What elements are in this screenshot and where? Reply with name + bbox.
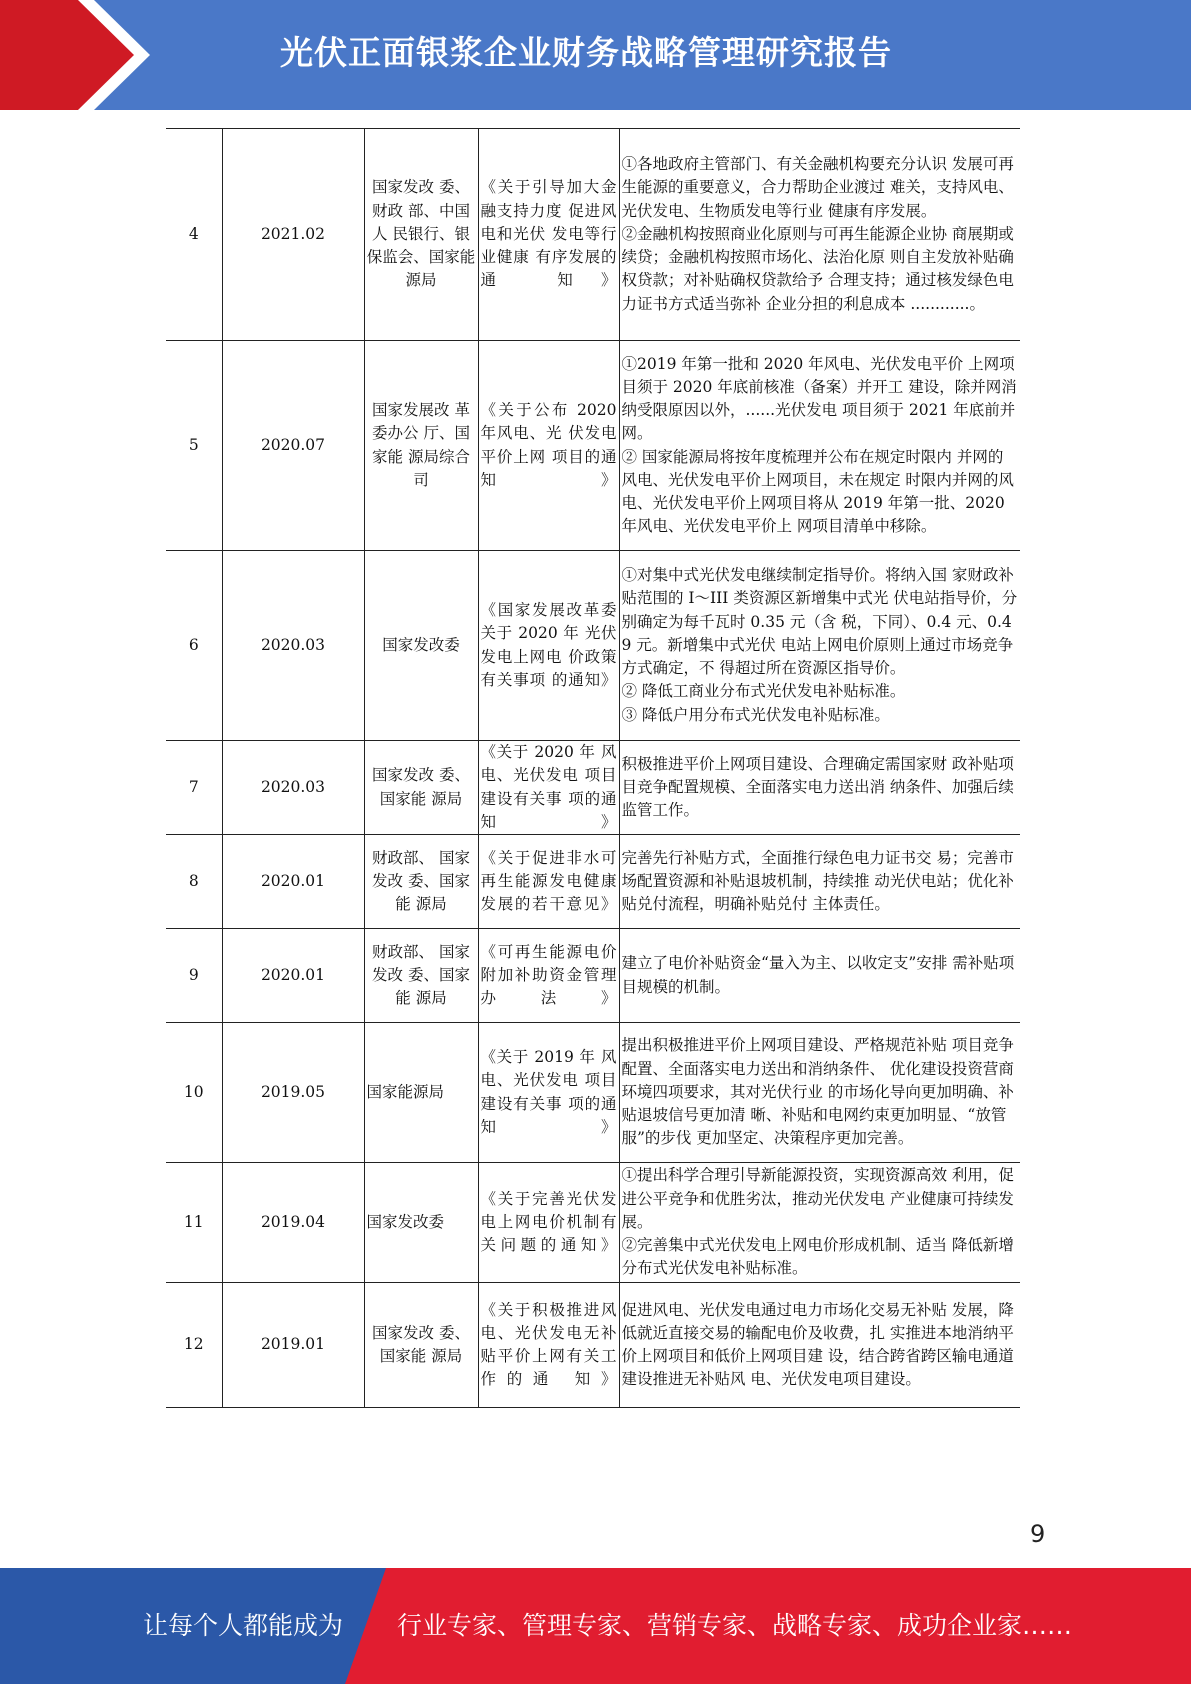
cell-department: 国家发改委 bbox=[364, 551, 478, 741]
cell-department: 国家发展改 革委办公 厅、国家能 源局综合司 bbox=[364, 341, 478, 551]
cell-document: 《关于 2020 年 风电、光伏发电 项目建设有关事 项的通知》 bbox=[478, 741, 619, 835]
cell-number: 5 bbox=[166, 341, 222, 551]
cell-date: 2019.05 bbox=[222, 1023, 364, 1163]
cell-number: 12 bbox=[166, 1283, 222, 1408]
page-footer bbox=[0, 1568, 1191, 1684]
cell-document: 《国家发展改革委关于 2020 年 光伏发电上网电 价政策有关事项 的通知》 bbox=[478, 551, 619, 741]
table-row bbox=[166, 1163, 1020, 1283]
report-title: 光伏正面银浆企业财务战略管理研究报告 bbox=[280, 33, 892, 72]
table-row bbox=[166, 1023, 1020, 1163]
cell-department: 国家发改 委、财政 部、中国人 民银行、银保监会、国家能源局 bbox=[364, 129, 478, 341]
cell-department: 国家发改委 bbox=[364, 1163, 478, 1283]
cell-date: 2020.03 bbox=[222, 551, 364, 741]
cell-content bbox=[619, 1023, 1020, 1163]
cell-date: 2020.01 bbox=[222, 835, 364, 929]
cell-number: 8 bbox=[166, 835, 222, 929]
content-paragraph: ①各地政府主管部门、有关金融机构要充分认识 发展可再生能源的重要意义，合力帮助企业渡过 难关，支持风电、光伏发电、生物质发电等行业 健康有序发展。 bbox=[621, 155, 1014, 220]
table-row bbox=[166, 129, 1020, 341]
cell-content bbox=[619, 129, 1020, 341]
content-paragraph: 促进风电、光伏发电通过电力市场化交易无补贴 发展，降低就近直接交易的输配电价及收费，扎 实推进本地消纳平价上网项目和低价上网项目建 设，结合跨省跨区输电通道建设推进无补贴风 电、光伏发电项目建设。 bbox=[621, 1300, 1014, 1389]
cell-date: 2019.04 bbox=[222, 1163, 364, 1283]
cell-document: 《关于完善光伏发电上网电价机制有关问题的通知》 bbox=[478, 1163, 619, 1283]
cell-number: 10 bbox=[166, 1023, 222, 1163]
footer-slogan-left: 让每个人都能成为 bbox=[143, 1611, 344, 1640]
cell-document: 《关于促进非水可再生能源发电健康发展的若干意见》 bbox=[478, 835, 619, 929]
content-paragraph: ③ 降低户用分布式光伏发电补贴标准。 bbox=[621, 705, 890, 724]
content-paragraph: ①2019 年第一批和 2020 年风电、光伏发电平价 上网项目须于 2020 年底前核准（备案）并开工 建设，除并网消纳受限原因以外，......光伏发电 项目须于 2021 年底前并网。 bbox=[621, 354, 1017, 443]
cell-date: 2020.03 bbox=[222, 741, 364, 835]
page-header bbox=[0, 0, 1191, 110]
cell-number: 6 bbox=[166, 551, 222, 741]
content-paragraph: ②金融机构按照商业化原则与可再生能源企业协 商展期或续贷；金融机构按照市场化、法治化原 则自主发放补贴确权贷款；对补贴确权贷款给予 合理支持；通过核发绿色电力证书方式适当弥补 企业分担的利息成本 ............。 bbox=[621, 224, 1014, 313]
cell-document: 《关于公布 2020年风电、光 伏发电平价上网 项目的通知》 bbox=[478, 341, 619, 551]
cell-content bbox=[619, 1283, 1020, 1408]
cell-content bbox=[619, 1163, 1020, 1283]
cell-number: 4 bbox=[166, 129, 222, 341]
content-paragraph: 建立了电价补贴资金“量入为主、以收定支”安排 需补贴项目规模的机制。 bbox=[621, 954, 1015, 996]
cell-content bbox=[619, 835, 1020, 929]
table-row bbox=[166, 835, 1020, 929]
cell-content bbox=[619, 341, 1020, 551]
cell-department: 财政部、 国家发改 委、国家能 源局 bbox=[364, 929, 478, 1023]
page-number: 9 bbox=[1030, 1520, 1046, 1548]
header-red-arrow bbox=[0, 0, 150, 110]
table-row bbox=[166, 741, 1020, 835]
content-paragraph: ②完善集中式光伏发电上网电价形成机制、适当 降低新增分布式光伏发电补贴标准。 bbox=[621, 1236, 1014, 1278]
cell-department: 国家能源局 bbox=[364, 1023, 478, 1163]
table-row bbox=[166, 929, 1020, 1023]
cell-department: 财政部、 国家发改 委、国家能 源局 bbox=[364, 835, 478, 929]
content-paragraph: 提出积极推进平价上网项目建设、严格规范补贴 项目竞争配置、全面落实电力送出和消纳条件、 优化建设投资营商环境四项要求，其对光伏行业 的市场化导向更加明确、补贴退坡信号更加清 晰、补贴和电网约束更加明显、“放管服”的步伐 更加坚定、决策程序更加完善。 bbox=[621, 1036, 1014, 1148]
cell-date: 2019.01 bbox=[222, 1283, 364, 1408]
cell-document: 《关于引导加大金融支持力度 促进风电和光伏 发电等行业健康 有序发展的通 知》 bbox=[478, 129, 619, 341]
cell-content bbox=[619, 551, 1020, 741]
content-paragraph: ② 国家能源局将按年度梳理并公布在规定时限内 并网的风电、光伏发电平价上网项目，未在规定 时限内并网的风电、光伏发电平价上网项目将从 2019 年第一批、2020 年风电、光伏发电平价上 网项目清单中移除。 bbox=[621, 447, 1014, 536]
table-row bbox=[166, 1283, 1020, 1408]
cell-document: 《可再生能源电价附加补助资金管理办法》 bbox=[478, 929, 619, 1023]
cell-content bbox=[619, 929, 1020, 1023]
cell-number: 9 bbox=[166, 929, 222, 1023]
content-paragraph: ①提出科学合理引导新能源投资，实现资源高效 利用，促进公平竞争和优胜劣汰，推动光伏发电 产业健康可持续发展。 bbox=[621, 1166, 1014, 1231]
cell-date: 2020.07 bbox=[222, 341, 364, 551]
content-paragraph: 积极推进平价上网项目建设、合理确定需国家财 政补贴项目竞争配置规模、全面落实电力送出消 纳条件、加强后续监管工作。 bbox=[621, 754, 1014, 820]
cell-number: 7 bbox=[166, 741, 222, 835]
cell-department: 国家发改 委、国家能 源局 bbox=[364, 1283, 478, 1408]
cell-date: 2021.02 bbox=[222, 129, 364, 341]
content-paragraph: 完善先行补贴方式，全面推行绿色电力证书交 易；完善市场配置资源和补贴退坡机制，持续推 动光伏电站；优化补贴兑付流程，明确补贴兑付 主体责任。 bbox=[621, 848, 1014, 914]
cell-date: 2020.01 bbox=[222, 929, 364, 1023]
cell-document: 《关于 2019 年 风电、光伏发电 项目建设有关事 项的通知》 bbox=[478, 1023, 619, 1163]
cell-department: 国家发改 委、国家能 源局 bbox=[364, 741, 478, 835]
table-row bbox=[166, 551, 1020, 741]
cell-document: 《关于积极推进风电、光伏发电无补贴平价上网有关工作的通 知》 bbox=[478, 1283, 619, 1408]
cell-number: 11 bbox=[166, 1163, 222, 1283]
content-paragraph: ② 降低工商业分布式光伏发电补贴标准。 bbox=[621, 682, 906, 701]
policy-table bbox=[166, 128, 1020, 1408]
cell-content bbox=[619, 741, 1020, 835]
footer-slogan-right: 行业专家、管理专家、营销专家、战略专家、成功企业家…… bbox=[397, 1611, 1073, 1640]
content-paragraph: ①对集中式光伏发电继续制定指导价。将纳入国 家财政补贴范围的 I～III 类资源区新增集中式光 伏电站指导价，分别确定为每千瓦时 0.35 元（含 税，下同）、0.4 元、0.49 元。新增集中式光伏 电站上网电价原则上通过市场竞争方式确定，不 得超过所在资源区指导价。 bbox=[621, 566, 1018, 678]
table-row bbox=[166, 341, 1020, 551]
